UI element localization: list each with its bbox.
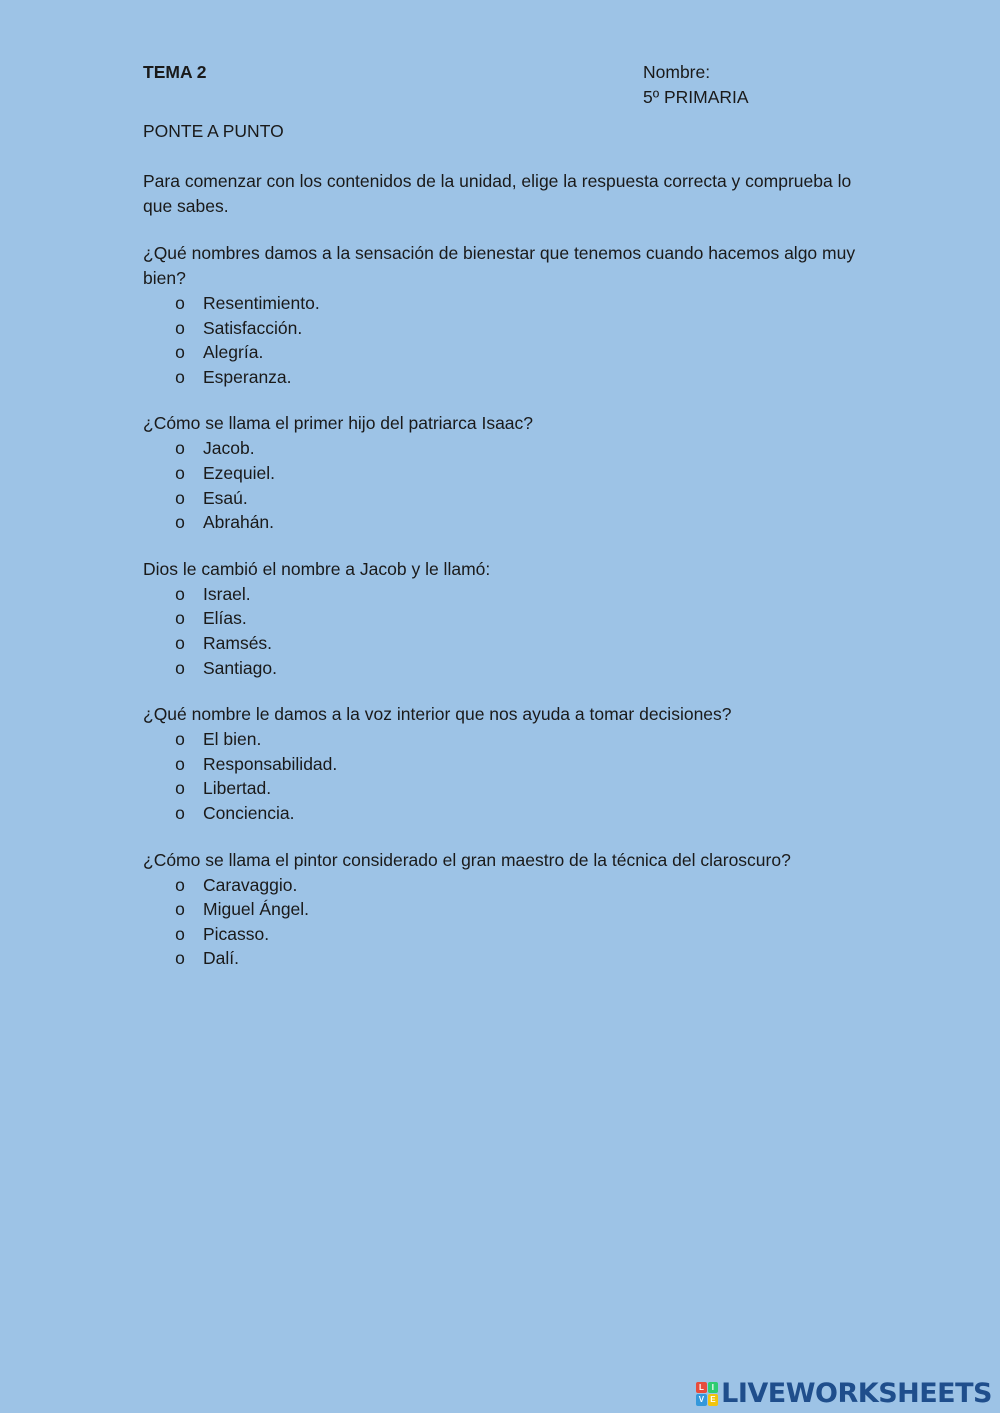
answer-option[interactable] <box>143 365 863 390</box>
option-bullet-icon: o <box>175 657 185 678</box>
option-bullet-icon: o <box>175 462 185 483</box>
option-bullet-icon: o <box>175 293 185 313</box>
option-label: Miguel Ángel. <box>203 899 310 920</box>
option-bullet-icon: o <box>175 317 185 338</box>
option-bullet-icon: o <box>175 632 185 653</box>
option-bullet-icon: o <box>175 342 185 363</box>
logo-mark-letter: E <box>708 1394 719 1406</box>
answer-option[interactable] <box>143 510 863 535</box>
option-label: Esaú. <box>203 487 248 508</box>
answer-option[interactable] <box>143 582 863 607</box>
option-label: Picasso. <box>203 923 270 944</box>
answer-option[interactable] <box>143 340 863 365</box>
answer-options <box>143 873 863 971</box>
option-label: Esperanza. <box>203 366 292 387</box>
worksheet <box>143 60 863 971</box>
logo-mark-letter: I <box>708 1382 719 1394</box>
answer-option[interactable] <box>143 727 863 752</box>
answer-options <box>143 291 863 389</box>
question-text: ¿Qué nombre le damos a la voz interior que nos ayuda a tomar decisiones? <box>143 704 732 725</box>
option-label: Libertad. <box>203 778 272 799</box>
option-label: Caravaggio. <box>203 874 298 895</box>
answer-options <box>143 582 863 680</box>
answer-option[interactable] <box>143 873 863 898</box>
answer-option[interactable] <box>143 606 863 631</box>
option-label: El bien. <box>203 729 262 750</box>
grade-label: 5º PRIMARIA <box>643 87 749 107</box>
option-bullet-icon: o <box>175 753 185 774</box>
question <box>143 702 863 825</box>
option-label: Ezequiel. <box>203 462 275 483</box>
option-label: Ramsés. <box>203 632 273 653</box>
option-bullet-icon: o <box>175 778 185 799</box>
answer-option[interactable] <box>143 776 863 801</box>
answer-option[interactable] <box>143 316 863 341</box>
option-label: Santiago. <box>203 657 277 678</box>
option-bullet-icon: o <box>175 802 185 823</box>
option-bullet-icon: o <box>175 438 185 459</box>
logo-text: LIVEWORKSHEETS <box>721 1378 992 1409</box>
option-label: Dalí. <box>203 948 239 969</box>
option-bullet-icon: o <box>175 729 185 750</box>
answer-options <box>143 436 863 534</box>
option-label: Alegría. <box>203 342 264 363</box>
instructions: Para comenzar con los contenidos de la unidad, elige la respuesta correcta y comprueba lo que sabes. <box>143 171 852 216</box>
name-label: Nombre: <box>643 62 711 82</box>
answer-option[interactable] <box>143 461 863 486</box>
question <box>143 848 863 971</box>
question-text: ¿Cómo se llama el primer hijo del patriarca Isaac? <box>143 413 534 434</box>
option-label: Resentimiento. <box>203 293 320 313</box>
answer-option[interactable] <box>143 946 863 971</box>
worksheet-header <box>143 60 863 110</box>
option-label: Conciencia. <box>203 802 295 823</box>
option-bullet-icon: o <box>175 366 185 387</box>
question-text: ¿Qué nombres damos a la sensación de bienestar que tenemos cuando hacemos algo muy bien? <box>143 243 856 288</box>
answer-option[interactable] <box>143 752 863 777</box>
student-info <box>643 60 749 110</box>
option-label: Jacob. <box>203 438 255 459</box>
question-text: ¿Cómo se llama el pintor considerado el gran maestro de la técnica del claroscuro? <box>143 849 791 870</box>
answer-option[interactable] <box>143 486 863 511</box>
question-text: Dios le cambió el nombre a Jacob y le llamó: <box>143 558 491 579</box>
worksheet-title: TEMA 2 <box>143 62 207 82</box>
answer-options <box>143 727 863 825</box>
section-label: PONTE A PUNTO <box>143 121 284 141</box>
option-bullet-icon: o <box>175 608 185 629</box>
liveworksheets-logo <box>696 1378 992 1409</box>
option-bullet-icon: o <box>175 948 185 969</box>
question-list <box>143 241 863 971</box>
option-label: Responsabilidad. <box>203 753 338 774</box>
answer-option[interactable] <box>143 631 863 656</box>
answer-option[interactable] <box>143 291 863 316</box>
answer-option[interactable] <box>143 801 863 826</box>
answer-option[interactable] <box>143 436 863 461</box>
answer-option[interactable] <box>143 656 863 681</box>
option-bullet-icon: o <box>175 583 185 604</box>
answer-option[interactable] <box>143 922 863 947</box>
logo-icon <box>696 1382 718 1406</box>
logo-mark-letter: L <box>696 1382 707 1394</box>
option-bullet-icon: o <box>175 899 185 920</box>
question <box>143 411 863 534</box>
option-bullet-icon: o <box>175 512 185 533</box>
option-bullet-icon: o <box>175 923 185 944</box>
option-label: Israel. <box>203 583 251 604</box>
option-label: Satisfacción. <box>203 317 303 338</box>
option-label: Elías. <box>203 608 247 629</box>
logo-mark-letter: V <box>696 1394 707 1406</box>
question <box>143 557 863 680</box>
answer-option[interactable] <box>143 897 863 922</box>
question <box>143 241 863 389</box>
option-bullet-icon: o <box>175 487 185 508</box>
option-label: Abrahán. <box>203 512 275 533</box>
option-bullet-icon: o <box>175 874 185 895</box>
